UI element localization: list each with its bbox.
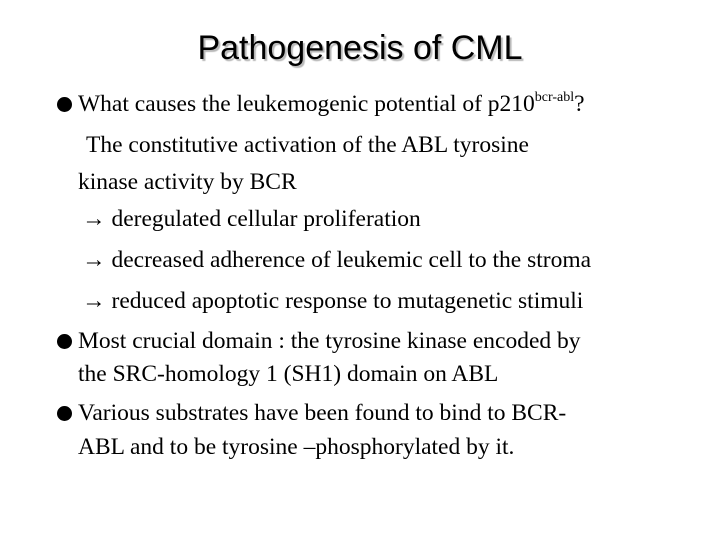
consequence-text: reduced apoptotic response to mutagenetic stimuli	[111, 288, 584, 314]
bullet-1-question	[78, 89, 585, 119]
answer-line-2: kinase activity by BCR	[78, 169, 297, 195]
consequence-3	[82, 286, 583, 316]
question-text: What causes the leukemogenic potential of p210	[78, 91, 535, 117]
consequence-2	[82, 245, 591, 275]
slide-title: Pathogenesis of CML	[197, 29, 523, 67]
arrow-right-icon: →	[82, 206, 106, 232]
consequence-text: decreased adherence of leukemic cell to the stroma	[111, 247, 592, 273]
consequence-text: deregulated cellular proliferation	[111, 206, 421, 232]
bullet-3-line-1: Various substrates have been found to bind to BCR-	[78, 400, 567, 426]
consequence-1	[82, 204, 421, 234]
bullet-dot-icon	[57, 97, 72, 112]
question-superscript: bcr-abl	[534, 90, 575, 105]
bullet-2-line-2: the SRC-homology 1 (SH1) domain on ABL	[78, 361, 499, 387]
arrow-right-icon: →	[82, 288, 106, 314]
bullet-2-line-1: Most crucial domain : the tyrosine kinase encoded by	[78, 328, 581, 354]
answer-line-1: The constitutive activation of the ABL tyrosine	[86, 132, 529, 158]
bullet-dot-icon	[57, 406, 72, 421]
question-mark: ?	[574, 91, 585, 117]
bullet-dot-icon	[57, 334, 72, 349]
bullet-3-line-2: ABL and to be tyrosine –phosphorylated by it.	[78, 434, 515, 460]
arrow-right-icon: →	[82, 247, 106, 273]
